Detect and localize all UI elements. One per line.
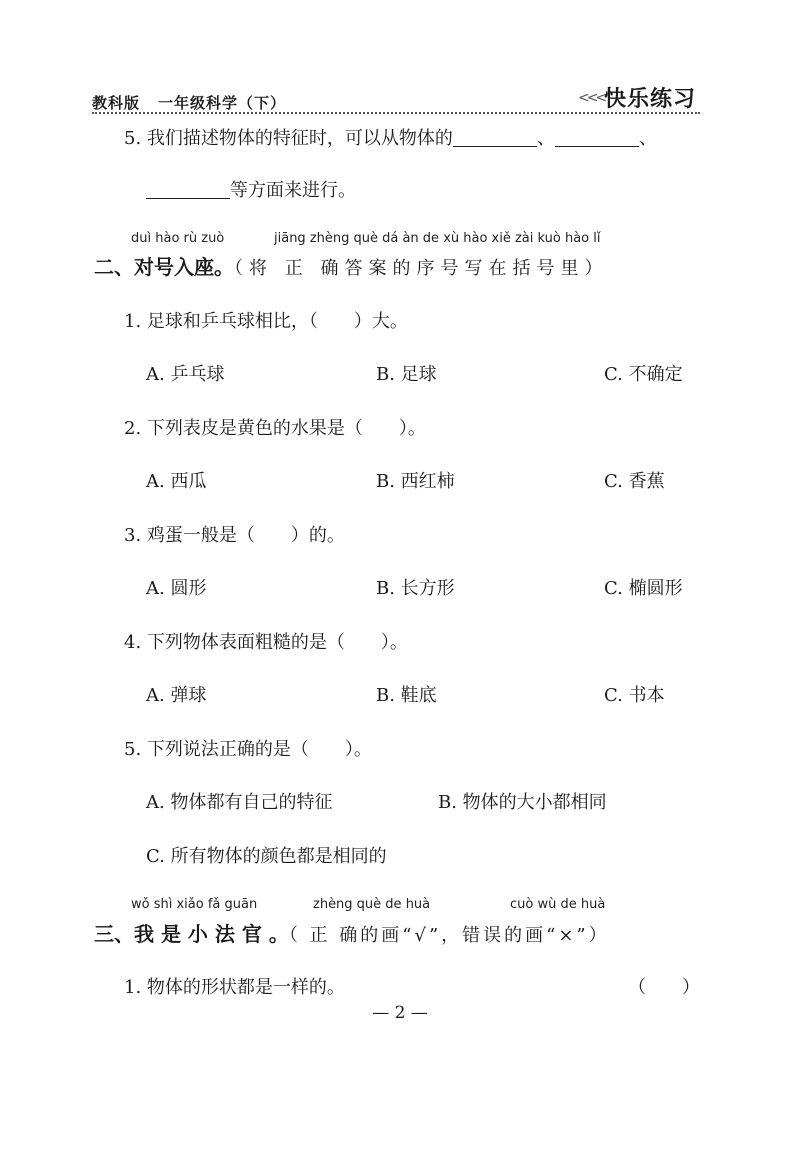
option-c[interactable]: C. 所有物体的颜色都是相同的 bbox=[146, 846, 387, 867]
answer-blank[interactable] bbox=[453, 128, 537, 147]
mc-question-5: 5. 下列说法正确的是（ ）。 bbox=[124, 739, 372, 760]
section3-note-pinyin-2: cuò wù de huà bbox=[510, 897, 606, 912]
option-b[interactable]: B. 西红柿 bbox=[376, 471, 455, 492]
answer-blank[interactable] bbox=[146, 180, 230, 199]
header-edition bbox=[92, 92, 286, 113]
page-number: — 2 — bbox=[372, 1003, 428, 1023]
section2-note-pinyin: jiāng zhèng què dá àn de xù hào xiě zài kuò hào lǐ bbox=[274, 231, 601, 246]
option-a[interactable]: A. 西瓜 bbox=[146, 471, 207, 492]
option-a[interactable]: A. 弹球 bbox=[146, 685, 207, 706]
q5-line2: 等方面来进行。 bbox=[230, 180, 356, 201]
section2-heading bbox=[94, 251, 608, 280]
option-c[interactable]: C. 书本 bbox=[604, 685, 665, 706]
mc-question-3: 3. 鸡蛋一般是（ ）的。 bbox=[124, 525, 345, 546]
section3-title: 三、我 是 小 法 官 。 bbox=[94, 922, 289, 946]
section3-heading bbox=[94, 918, 610, 947]
option-b[interactable]: B. 鞋底 bbox=[376, 685, 437, 706]
option-b[interactable]: B. 足球 bbox=[376, 364, 437, 385]
fill-blank-question-5 bbox=[124, 124, 657, 150]
section2-title-pinyin: duì hào rù zuò bbox=[131, 231, 225, 246]
option-b[interactable]: B. 长方形 bbox=[376, 578, 455, 599]
header-divider bbox=[92, 112, 700, 114]
q5-line1: 5. 我们描述物体的特征时，可以从物体的 bbox=[124, 128, 453, 149]
option-a[interactable]: A. 乒乓球 bbox=[146, 364, 225, 385]
option-c[interactable]: C. 不确定 bbox=[604, 364, 683, 385]
mc-question-2: 2. 下列表皮是黄色的水果是（ ）。 bbox=[124, 418, 426, 439]
option-b[interactable]: B. 物体的大小都相同 bbox=[438, 792, 607, 813]
section3-title-pinyin: wǒ shì xiǎo fǎ guān bbox=[131, 897, 258, 912]
mc-question-1: 1. 足球和乒乓球相比，（ ）大。 bbox=[124, 311, 408, 332]
q5-sep2: 、 bbox=[638, 128, 657, 149]
option-c[interactable]: C. 香蕉 bbox=[604, 471, 665, 492]
judge-question-1: 1. 物体的形状都是一样的。 bbox=[124, 977, 345, 998]
option-a[interactable]: A. 物体都有自己的特征 bbox=[146, 792, 333, 813]
mc-question-4: 4. 下列物体表面粗糙的是（ ）。 bbox=[124, 632, 408, 653]
option-c[interactable]: C. 椭圆形 bbox=[604, 578, 683, 599]
section3-note-pinyin-1: zhèng què de huà bbox=[313, 897, 431, 912]
section2-title: 二、对号入座。 bbox=[94, 255, 234, 279]
edition-label: 教科版 bbox=[92, 94, 141, 112]
header-arrows: <<< bbox=[578, 90, 605, 106]
section3-note: （ 正 确的画“√”，错误的画“×”） bbox=[288, 925, 610, 946]
brand-title: 快乐练习 bbox=[604, 87, 697, 112]
subject-label: 一年级科学（下） bbox=[158, 94, 287, 112]
option-a[interactable]: A. 圆形 bbox=[146, 578, 207, 599]
answer-blank[interactable] bbox=[555, 128, 639, 147]
fill-blank-question-5-line2 bbox=[146, 176, 356, 202]
answer-paren[interactable]: （ ） bbox=[628, 977, 700, 998]
q5-sep1: 、 bbox=[536, 128, 555, 149]
section2-note: （将 正 确答案的序号写在括号里） bbox=[234, 258, 609, 279]
